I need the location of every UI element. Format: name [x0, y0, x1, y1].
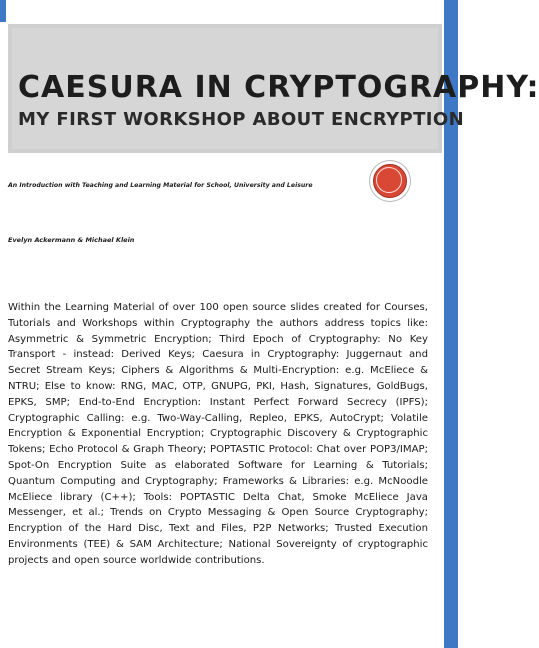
- circle-ring-icon: [376, 167, 402, 193]
- left-accent-strip: [0, 0, 6, 22]
- top-margin: [0, 0, 458, 22]
- author-names: Evelyn Ackermann & Michael Klein: [8, 236, 135, 244]
- page-subtitle-title: MY FIRST WORKSHOP ABOUT ENCRYPTION: [18, 109, 465, 130]
- description-paragraph: Within the Learning Material of over 100 open source slides created for Courses, Tutorials and Workshops within Cryptography the authors address topics like: Asymmetric & Symmetric Encryption; Third Epoch of Cryptography: No Key Transport - instead: Derived Keys; Caesura in Cryptography: Juggernaut and Secret Stream Keys; Ciphers & Algorithms & Multi-Encryption: e.g. McEliece & NTRU; Else to know: RNG, MAC, OTP, GNUPG, PKI, Hash, Signatures, GoldBugs, EPKS, SMP; End-to-End Encryption: Instant Perfect Forward Secrecy (IPFS); Cryptographic Calling: e.g. Two-Way-Calling, Repleo, EPKS, AutoCrypt; Volatile Encryption & Exponential Encryption; Cryptographic Discovery & Cryptographic Tokens; Echo Protocol & Graph Theory; POPTASTIC Protocol: Chat over POP3/IMAP; Spot-On Encryption Suite as elaborated Software for Learning & Tutorials; Quantum Computing and Cryptography; Frameworks & Libraries: e.g. McNoodle McEliece library (C++); Tools: POPTASTIC Delta Chat, Smoke McEliece Java Messenger, et al.; Trends on Crypto Messaging & Open Source Cryptography; Encryption of the Hard Disc, Text and Files, P2P Networks; Trusted Execution Environments (TEE) & SAM Architecture; National Sovereignty of cryptographic projects and open source worldwide contributions.: [8, 302, 428, 566]
- book-subtitle: An Introduction with Teaching and Learning Material for School, University and Leisure: [8, 182, 313, 189]
- page-title: CAESURA IN CRYPTOGRAPHY:: [18, 70, 539, 105]
